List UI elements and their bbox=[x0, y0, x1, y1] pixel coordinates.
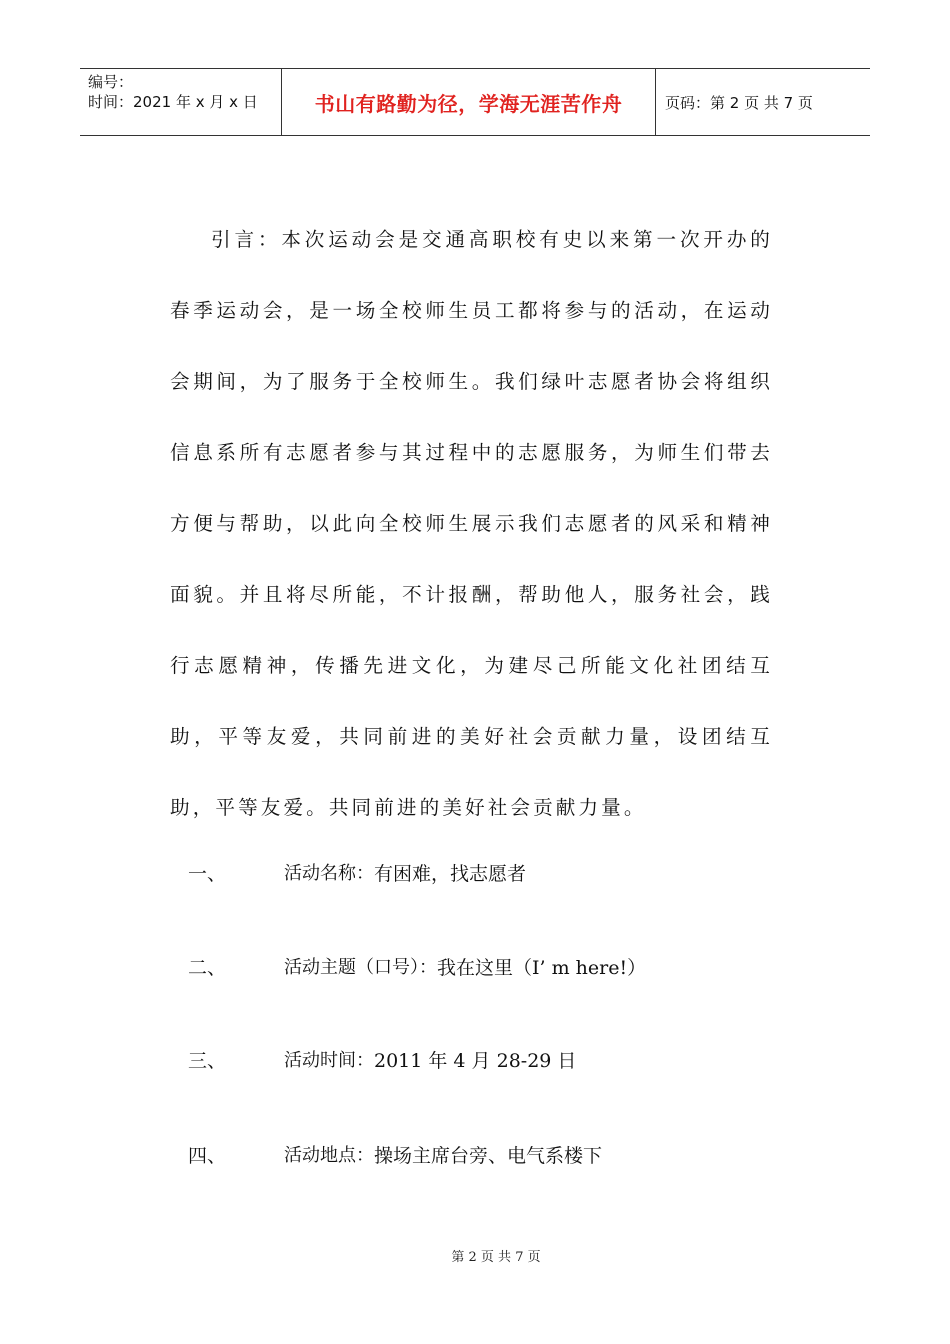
section-number: 三、 bbox=[188, 1049, 227, 1072]
section-label: 活动时间： bbox=[284, 1050, 374, 1071]
section-value: 2011 年 4 月 28-29 日 bbox=[374, 1049, 577, 1072]
serial-number-label: 编号： bbox=[88, 73, 134, 91]
header-page-info: 页码：第 2 页 共 7 页 bbox=[665, 93, 813, 112]
page-header bbox=[80, 68, 870, 136]
motto-text: 书山有路勤为径，学海无涯苦作舟 bbox=[314, 91, 623, 116]
header-motto-cell bbox=[282, 69, 656, 135]
section-number: 四、 bbox=[188, 1144, 227, 1167]
header-meta-cell bbox=[80, 69, 282, 135]
section-number: 二、 bbox=[188, 956, 227, 979]
section-value: 操场主席台旁、电气系楼下 bbox=[374, 1144, 603, 1167]
section-label: 活动地点： bbox=[284, 1145, 374, 1166]
section-activity-time bbox=[188, 1044, 788, 1074]
section-number: 一、 bbox=[188, 862, 227, 885]
section-label: 活动主题（口号）： bbox=[284, 957, 437, 978]
section-label: 活动名称： bbox=[284, 863, 374, 884]
page-footer-number: 第 2 页 共 7 页 bbox=[451, 1250, 541, 1265]
section-activity-name bbox=[188, 857, 788, 887]
header-page-cell bbox=[656, 69, 870, 135]
section-activity-theme bbox=[188, 951, 788, 981]
section-activity-location bbox=[188, 1139, 788, 1169]
section-value: 有困难，找志愿者 bbox=[374, 862, 527, 885]
date-text: 时间：2021 年 x 月 x 日 bbox=[88, 93, 258, 111]
intro-paragraph: 引言：本次运动会是交通高职校有史以来第一次开办的春季运动会，是一场全校师生员工都将参与的活动，在运动会期间，为了服务于全校师生。我们绿叶志愿者协会将组织信息系所有志愿者参与其过程中的志愿服务，为师生们带去方便与帮助，以此向全校师生展示我们志愿者的风采和精神面貌。并且将尽所能，不计报酬，帮助他人，服务社会，践行志愿精神，传播先进文化，为建尽己所能文化社团结互助，平等友爱，共同前进的美好社会贡献力量，设团结互助，平等友爱。共同前进的美好社会贡献力量。 bbox=[170, 228, 773, 819]
section-value: 我在这里（I’ m here!） bbox=[437, 956, 647, 979]
